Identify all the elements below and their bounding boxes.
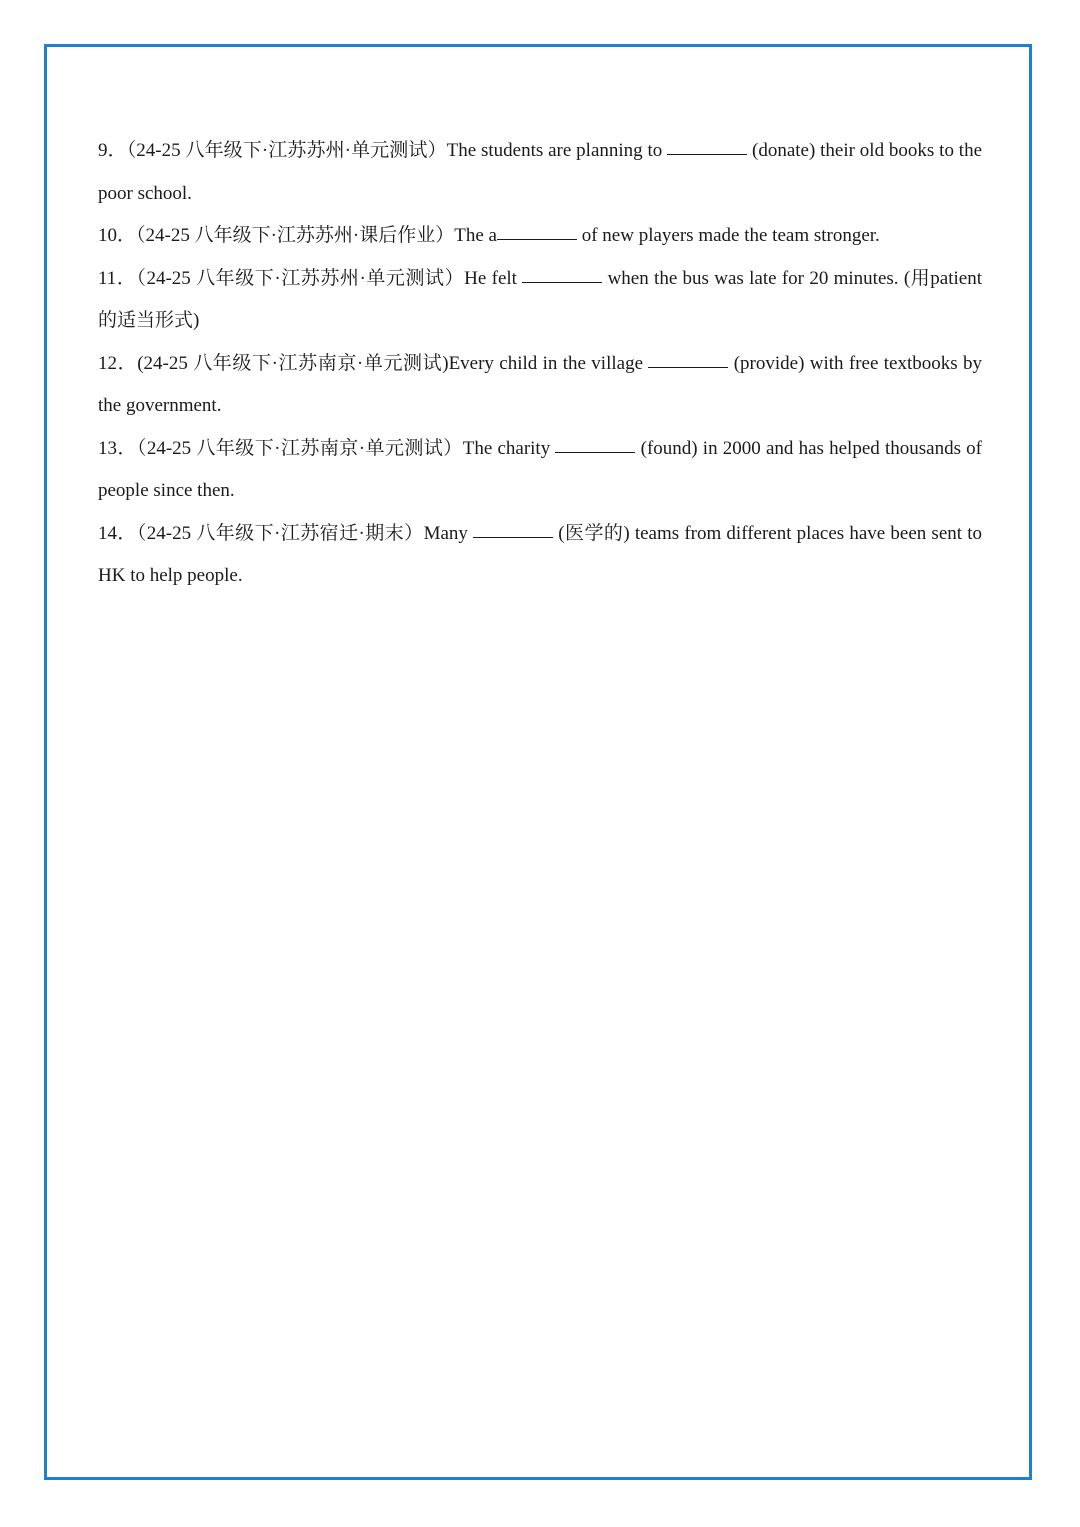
question-9-blank[interactable] xyxy=(667,153,747,155)
question-10-rest: of new players made the team stronger. xyxy=(576,225,880,246)
question-12-rest: (provide) with free textbooks by the government. xyxy=(98,352,982,416)
question-14-blank[interactable] xyxy=(473,536,553,538)
question-list xyxy=(98,130,982,598)
question-13-blank[interactable] xyxy=(555,451,635,453)
question-10 xyxy=(98,215,982,258)
question-9-rest: (donate) their old books to the poor school. xyxy=(98,140,983,204)
question-13-rest: (found) in 2000 and has helped thousands of people since then. xyxy=(98,437,982,501)
question-14-stem: 14．（24-25 八年级下·江苏宿迁·期末）Many xyxy=(98,522,474,544)
question-10-blank[interactable] xyxy=(497,238,577,240)
question-11-stem: 11．（24-25 八年级下·江苏苏州·单元测试）He felt xyxy=(98,267,523,289)
question-10-stem: 10．（24-25 八年级下·江苏苏州·课后作业）The a xyxy=(98,225,497,246)
question-13-stem: 13．（24-25 八年级下·江苏南京·单元测试）The charity xyxy=(98,437,556,459)
question-12-blank[interactable] xyxy=(648,366,728,368)
question-11 xyxy=(98,258,982,343)
question-12 xyxy=(98,343,982,428)
question-12-stem: 12．(24-25 八年级下·江苏南京·单元测试)Every child in the village xyxy=(98,352,649,374)
question-9-stem: 9．（24-25 八年级下·江苏苏州·单元测试）The students are planning to xyxy=(98,140,668,161)
question-13 xyxy=(98,428,982,513)
question-11-rest: when the bus was late for 20 minutes. (用patient 的适当形式) xyxy=(98,267,983,331)
question-14 xyxy=(98,513,982,598)
question-11-blank[interactable] xyxy=(522,281,602,283)
question-14-rest: (医学的) teams from different places have been sent to HK to help people. xyxy=(98,522,982,586)
question-9 xyxy=(98,130,982,215)
